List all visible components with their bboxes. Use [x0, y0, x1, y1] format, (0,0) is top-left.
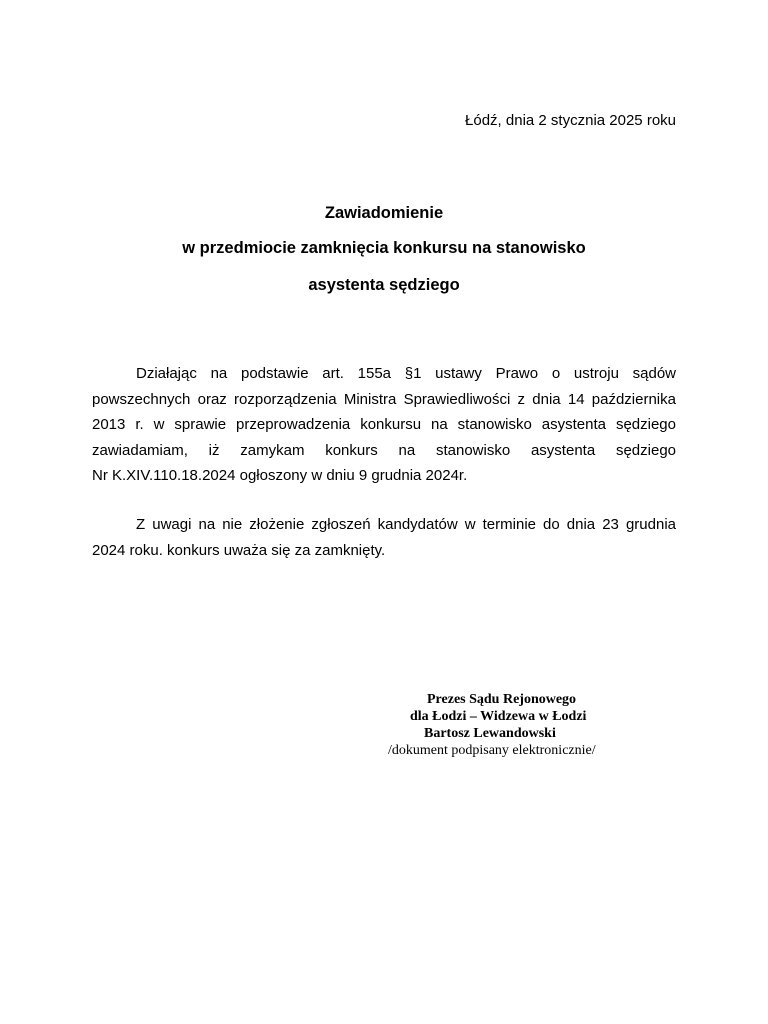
signature-title: Prezes Sądu Rejonowego — [427, 692, 577, 707]
document-title: Zawiadomienie — [324, 204, 444, 222]
paragraph-line: Działając na podstawie art. 155a §1 ustawy Prawo o ustroju sądów — [136, 365, 676, 382]
document-subtitle-line-2: asystenta sędziego — [308, 276, 460, 294]
signature-name: Bartosz Lewandowski — [424, 726, 556, 741]
paragraph-line: Nr K.XIV.110.18.2024 ogłoszony w dniu 9 grudnia 2024r. — [92, 467, 468, 484]
document-subtitle-line-1: w przedmiocie zamknięcia konkursu na stanowisko — [182, 239, 586, 257]
signature-note: /dokument podpisany elektronicznie/ — [388, 743, 596, 758]
paragraph-line: Z uwagi na nie złożenie zgłoszeń kandydatów w terminie do dnia 23 grudnia — [136, 516, 676, 533]
body-paragraph-2 — [92, 512, 676, 563]
date-line: Łódź, dnia 2 stycznia 2025 roku — [465, 112, 676, 129]
signature-block — [380, 691, 630, 759]
paragraph-line: 2024 roku. konkurs uważa się za zamknięty. — [92, 541, 386, 559]
paragraph-line: 2013 r. w sprawie przeprowadzenia konkursu na stanowisko asystenta sędziego — [92, 416, 676, 433]
paragraph-line: zawiadamiam, iż zamykam konkurs na stanowisko asystenta sędziego — [92, 441, 676, 459]
paragraph-line: powszechnych oraz rozporządzenia Ministra Sprawiedliwości z dnia 14 października — [92, 390, 676, 408]
signature-court: dla Łodzi – Widzewa w Łodzi — [410, 709, 587, 724]
body-paragraph-1 — [92, 361, 676, 489]
